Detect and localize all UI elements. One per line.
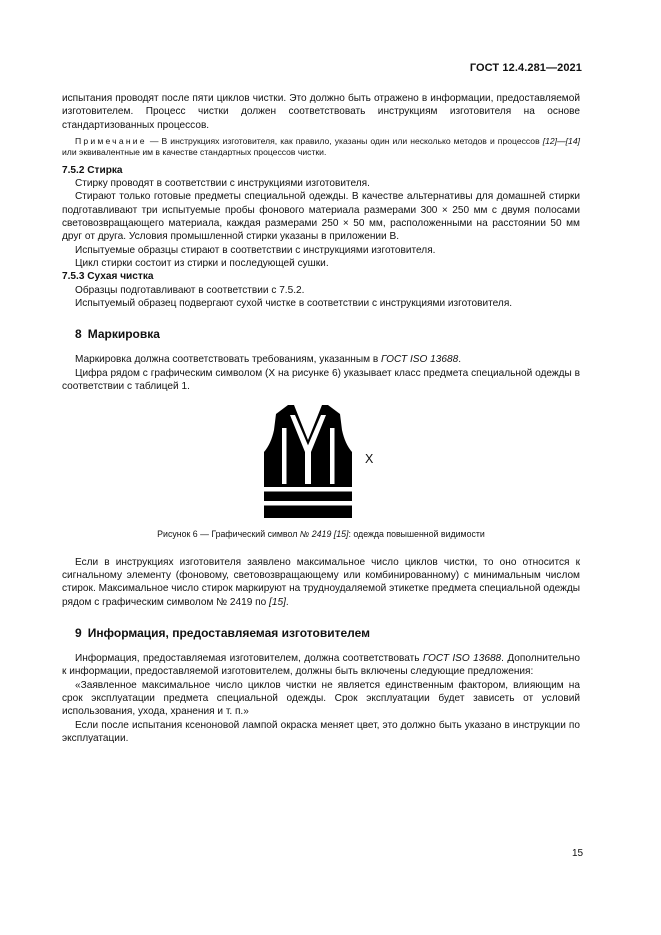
note-reference: [12]—[14] (542, 135, 580, 146)
paragraph: Информация, предоставляемая изготовителем, должна соответствовать ГОСТ ISO 13688. Дополнительно к информации, предоставляемой изготовителем, должны быть включены следующие предложения: (62, 653, 580, 678)
subsection-heading-7-5-2: 7.5.2 Стирка (62, 164, 123, 176)
paragraph: Стирают только готовые предметы специальной одежды. В качестве альтернативы для домашней стирки подготавливают три испытуемые пробы фонового материала размерами 300 × 250 мм с двумя полосами световозвращающего материала, каждая размерами 250 × 50 мм, расположенными на расстоянии 50 мм друг от друга. Условия промышленной стирки указаны в приложении В. (62, 191, 580, 243)
figure-6 (62, 399, 580, 525)
paragraph: Если после испытания ксеноновой лампой окраска меняет цвет, это должно быть указано в инструкции по эксплуатации. (62, 719, 580, 744)
standard-reference: ГОСТ ISO 13688 (381, 354, 459, 366)
subsection-heading-7-5-3: 7.5.3 Сухая чистка (62, 271, 154, 283)
paragraph: Цикл стирки состоит из стирки и последующей сушки. (75, 257, 329, 269)
paragraph: Если в инструкциях изготовителя заявлено максимальное число циклов чистки, то оно относится к сигнальному элементу (фоновому, световозвращающему или комбинированному) с минимальным числом стирок. Максимальное число стирок маркируют на трудноудаляемой этикетке предмета специальной одежды рядом с графическим символом № 2419 по [15]. (62, 556, 580, 608)
paragraph: Цифра рядом с графическим символом (X на рисунке 6) указывает класс предмета специальной одежды в соответствии с таблицей 1. (62, 367, 580, 393)
figure-x-label: X (365, 452, 374, 467)
standard-reference: [15] (269, 596, 286, 608)
note: Примечание — В инструкциях изготовителя, как правило, указаны один или несколько методов и процессов [12]—[14] или эквивалентные им в качестве стандартных процессов чистки. (62, 135, 580, 158)
paragraph: Маркировка должна соответствовать требованиям, указанным в ГОСТ ISO 13688. (75, 354, 462, 366)
section-heading-9: 9 Информация, предоставляемая изготовителем (75, 625, 370, 640)
standard-reference: ГОСТ ISO 13688 (422, 653, 502, 665)
note-label: Примечание (75, 135, 147, 146)
paragraph-continuation: испытания проводят после пяти циклов чистки. Это должно быть отражено в информации, предоставляемой изготовителем. Процесс чистки должен соответствовать инструкциям изготовителя на основе стандартизованных процессов. (62, 93, 580, 131)
document-id: ГОСТ 12.4.281—2021 (469, 62, 582, 74)
section-heading-8: 8 Маркировка (75, 327, 160, 342)
figure-caption: Рисунок 6 — Графический символ № 2419 [15]: одежда повышенной видимости (157, 529, 485, 540)
quoted-paragraph: «Заявленное максимальное число циклов чистки не является единственным фактором, влияющим на срок эксплуатации предмета специальной одежды. Срок эксплуатации будет зависеть от условий использования, ухода, хранения и т. п.» (62, 679, 580, 718)
high-visibility-vest-icon (258, 402, 358, 522)
page-number: 15 (572, 848, 584, 859)
paragraph: Образцы подготавливают в соответствии с 7.5.2. (75, 284, 305, 296)
paragraph: Испытуемый образец подвергают сухой чистке в соответствии с инструкциями изготовителя. (75, 297, 513, 309)
paragraph: Стирку проводят в соответствии с инструкциями изготовителя. (75, 178, 370, 190)
paragraph: Испытуемые образцы стирают в соответствии с инструкциями изготовителя. (75, 244, 436, 256)
document-body (62, 92, 580, 745)
